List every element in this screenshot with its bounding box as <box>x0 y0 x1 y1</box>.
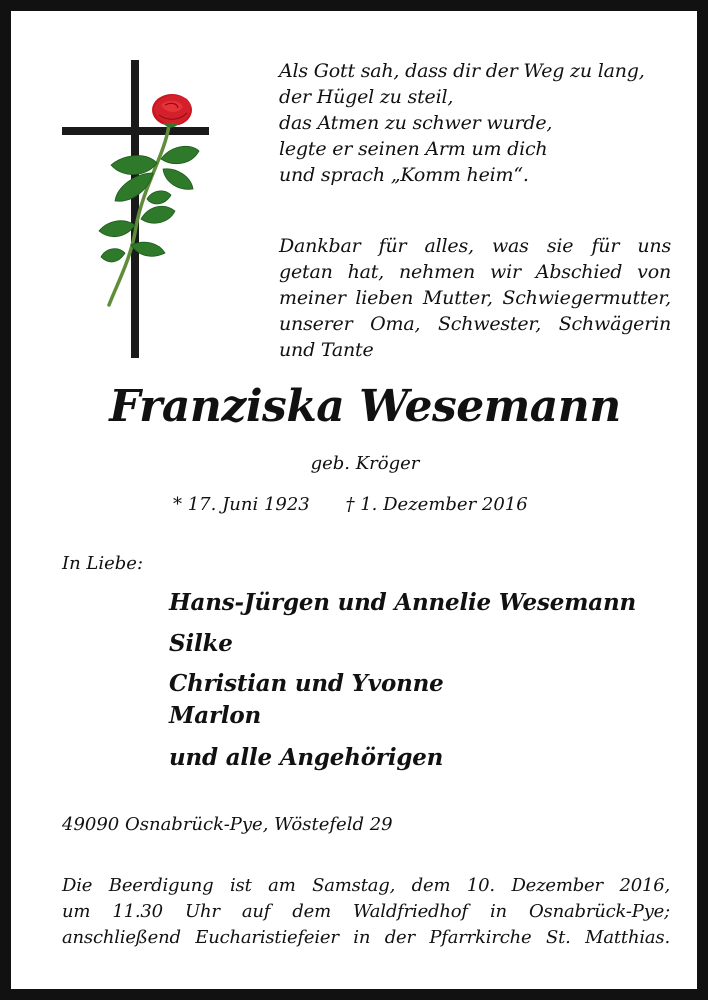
poem-line: legte er seinen Arm um dich <box>279 138 548 160</box>
poem <box>279 58 671 188</box>
mourner-name: Marlon <box>169 702 262 729</box>
birth-name: geb. Kröger <box>310 453 420 474</box>
birth-date: * 17. Juni 1923 <box>173 494 310 515</box>
mourner-name: und alle Angehörigen <box>169 744 444 771</box>
poem-line: Als Gott sah, dass dir der Weg zu lang, <box>279 60 645 82</box>
life-dates <box>173 492 528 518</box>
funeral-info <box>62 873 670 951</box>
intro-line: Dankbar für alles, was sie für uns <box>279 235 671 257</box>
intro-line: unserer Oma, Schwester, Schwägerin <box>279 313 671 335</box>
cross-vertical-beam <box>131 60 139 358</box>
intro-line: getan hat, nehmen wir Abschied von <box>279 261 671 283</box>
cross-horizontal-beam <box>62 127 209 135</box>
rose-bloom <box>152 94 192 128</box>
poem-line: der Hügel zu steil, <box>279 86 454 108</box>
funeral-line: anschließend Eucharistiefeier in der Pfarrkirche St. Matthias. <box>62 927 670 948</box>
poem-line: das Atmen zu schwer wurde, <box>279 112 553 134</box>
mourner-name: Christian und Yvonne <box>169 670 444 697</box>
mourners-heading: In Liebe: <box>62 553 144 574</box>
poem-line: und sprach „Komm heim“. <box>279 164 529 186</box>
mourning-address: 49090 Osnabrück-Pye, Wöstefeld 29 <box>62 814 393 835</box>
cross-with-rose-icon <box>61 59 211 359</box>
intro-line: meiner lieben Mutter, Schwiegermutter, <box>279 287 671 309</box>
rose-leaves <box>99 146 199 262</box>
mourner-name: Silke <box>169 630 233 657</box>
intro-line: und Tante <box>279 339 374 361</box>
death-date: † 1. Dezember 2016 <box>345 494 528 515</box>
mourner-name: Hans-Jürgen und Annelie Wesemann <box>169 589 637 616</box>
deceased-name: Franziska Wesemann <box>109 381 621 432</box>
funeral-line: um 11.30 Uhr auf dem Waldfriedhof in Osnabrück-Pye; <box>62 901 670 922</box>
funeral-line: Die Beerdigung ist am Samstag, dem 10. Dezember 2016, <box>62 875 670 896</box>
farewell-intro <box>279 233 671 363</box>
